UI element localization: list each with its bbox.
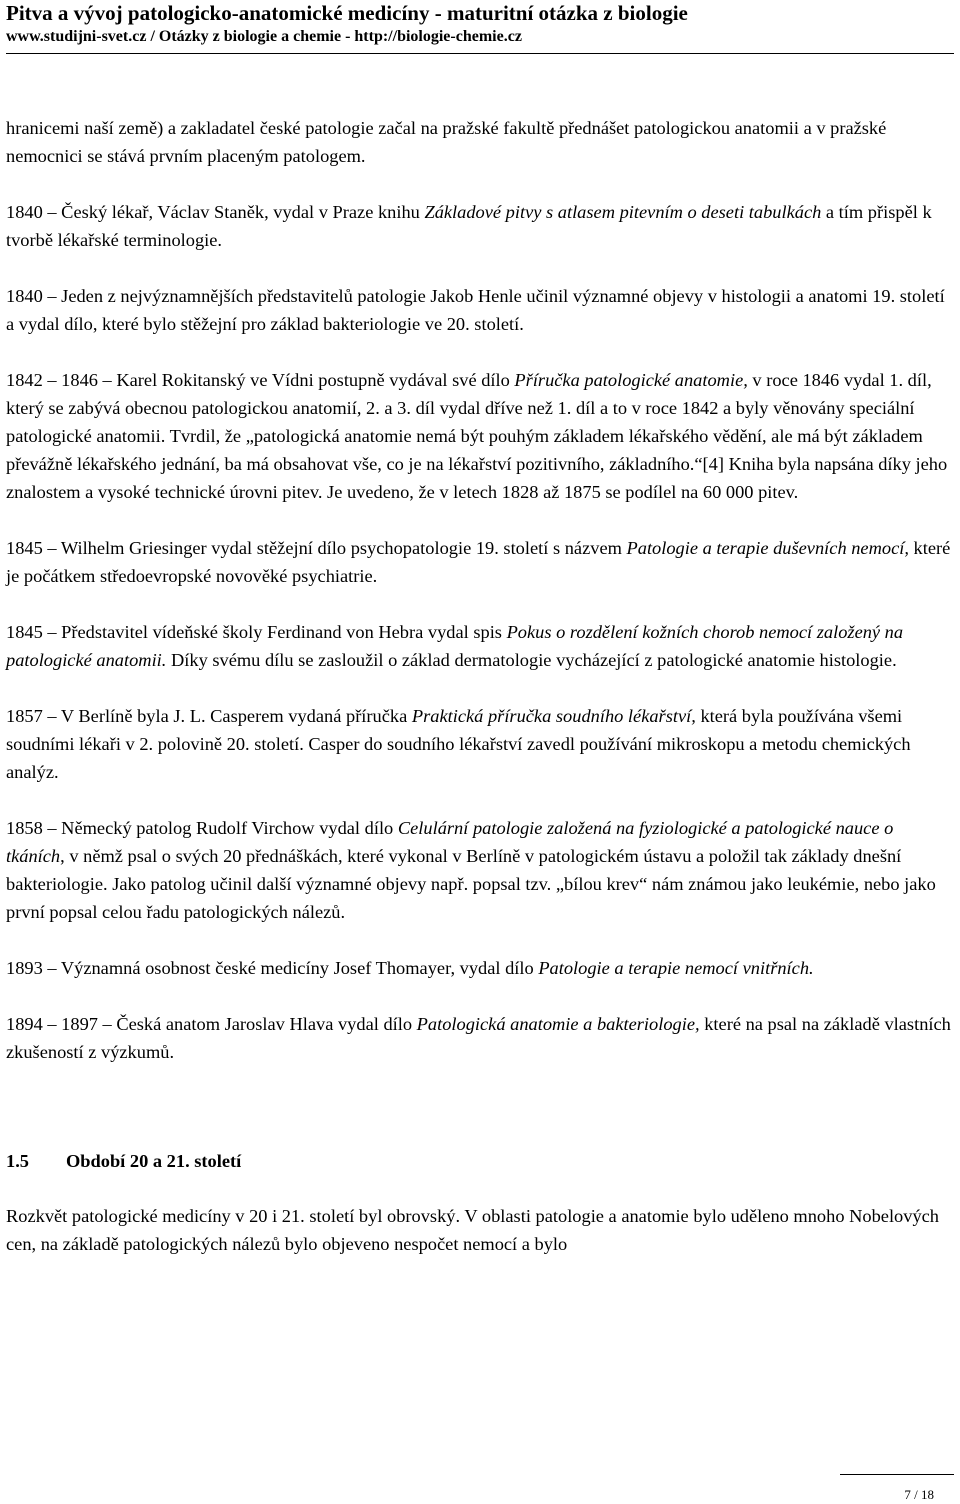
paragraph-text: které na psal na základě vlastních zkušeností z výzkumů. [6,1014,951,1062]
paragraph-1845-hebra [6,618,954,674]
paragraph-text: které je počátkem středoevropské novověké psychiatrie. [6,538,951,586]
paragraph-1845-griesinger [6,534,954,590]
book-title: Pokus o rozdělení kožních chorob nemocí založený na patologické anatomii. [6,622,904,670]
paragraph-rokitansky-intro: hranicemi naší země) a zakladatel české patologie začal na pražské fakultě přednášet patologickou anatomii a v pražské nemocnici se stává prvním placeným patologem. [6,118,887,166]
paragraph-text: 1857 – V Berlíně byla J. L. Casperem vydaná příručka [6,706,412,726]
paragraph-1894-hlava [6,1010,954,1066]
paragraph-1840-henle: 1840 – Jeden z nejvýznamnějších představitelů patologie Jakob Henle učinil významné objevy v histologii a anatomi 19. století a vydal dílo, které bylo stěžejní pro základ bakteriologie ve 20. století. [6,286,945,334]
paragraph-text: 1893 – Významná osobnost české medicíny Josef Thomayer, vydal dílo [6,958,539,978]
header-divider [6,53,954,54]
paragraph-1842-rokitansky [6,366,954,506]
paragraph-1858-virchow [6,814,954,926]
paragraph-1840-stanek [6,198,954,254]
paragraph-closing: Rozkvět patologické medicíny v 20 i 21. století byl obrovský. V oblasti patologie a anatomie bylo uděleno mnoho Nobelových cen, na základě patologických nálezů bylo objeveno nespočet nemocí a bylo [6,1206,940,1254]
book-title: Celulární patologie založená na fyziologické a patologické nauce o tkáních [6,818,894,866]
document-source-line: www.studijni-svet.cz / Otázky z biologie a chemie - http://biologie-chemie.cz [6,28,522,45]
document-body [6,114,954,1258]
section-number: 1.5 [6,1151,29,1171]
paragraph-text: 1842 – 1846 – Karel Rokitanský ve Vídni postupně vydával své dílo [6,370,515,390]
paragraph-text: 1840 – Český lékař, Václav Staněk, vydal v Praze knihu [6,202,425,222]
paragraph-text: 1894 – 1897 – Česká anatom Jaroslav Hlava vydal dílo [6,1014,417,1034]
paragraph-text: 1858 – Německý patolog Rudolf Virchow vydal dílo [6,818,398,838]
book-title: Příručka patologické anatomie, [514,370,748,390]
book-title: Základové pitvy s atlasem pitevním o deseti tabulkách [424,202,822,222]
paragraph-text: , v němž psal o svých 20 přednáškách, které vykonal v Berlíně v patologickém ústavu a položil tak základy dnešní bakteriologie. Jako patolog učinil další významné objevy např. popsal tzv. „bílou krev“ nám známou jako leukémie, nebo jako první popsal celou řadu patologických nálezů. [6,846,936,922]
paragraph-text: Díky svému dílu se zasloužil o základ dermatologie vycházející z patologické anatomie histologie. [166,650,897,670]
section-title: Období 20 a 21. století [66,1151,242,1171]
page-number: 7 / 18 [904,1487,934,1502]
paragraph-text: v roce 1846 vydal 1. díl, který se zabývá obecnou patologickou anatomií, 2. a 3. díl vydal dříve než 1. díl a to v roce 1842 a byly věnovány speciální patologické anatomii. Tvrdil, že „patologická anatomie nemá být pouhým základem lékařského vědění, ale má být základem převážně lékařského jednání, ba má obsahovat vše, co je na lékařství pozitivního, základního.“[4] Kniha byla napsána díky jeho znalostem a vysoké technické úrovni pitev. Je uvedeno, že v letech 1828 až 1875 se podílel na 60 000 pitev. [6,370,948,502]
book-title: Patologická anatomie a bakteriologie, [416,1014,700,1034]
paragraph-1893-thomayer [6,954,954,982]
footer-divider [840,1474,954,1475]
paragraph-text: 1845 – Představitel vídeňské školy Ferdinand von Hebra vydal spis [6,622,507,642]
paragraph-text: 1845 – Wilhelm Griesinger vydal stěžejní dílo psychopatologie 19. století s názvem [6,538,627,558]
paragraph-text: která byla používána všemi soudními lékaři v 2. polovině 20. století. Casper do soudního lékařství zavedl používání mikroskopu a metodu chemických analýz. [6,706,911,782]
paragraph-text: a tím přispěl k tvorbě lékařské terminologie. [6,202,932,250]
paragraph-1857-casper [6,702,954,786]
book-title: Patologie a terapie nemocí vnitřních. [538,958,814,978]
book-title: Praktická příručka soudního lékařství, [411,706,696,726]
section-heading [6,1147,954,1175]
book-title: Patologie a terapie duševních nemocí, [626,538,909,558]
document-title: Pitva a vývoj patologicko-anatomické medicíny - maturitní otázka z biologie [6,1,688,25]
page-header [6,0,956,47]
